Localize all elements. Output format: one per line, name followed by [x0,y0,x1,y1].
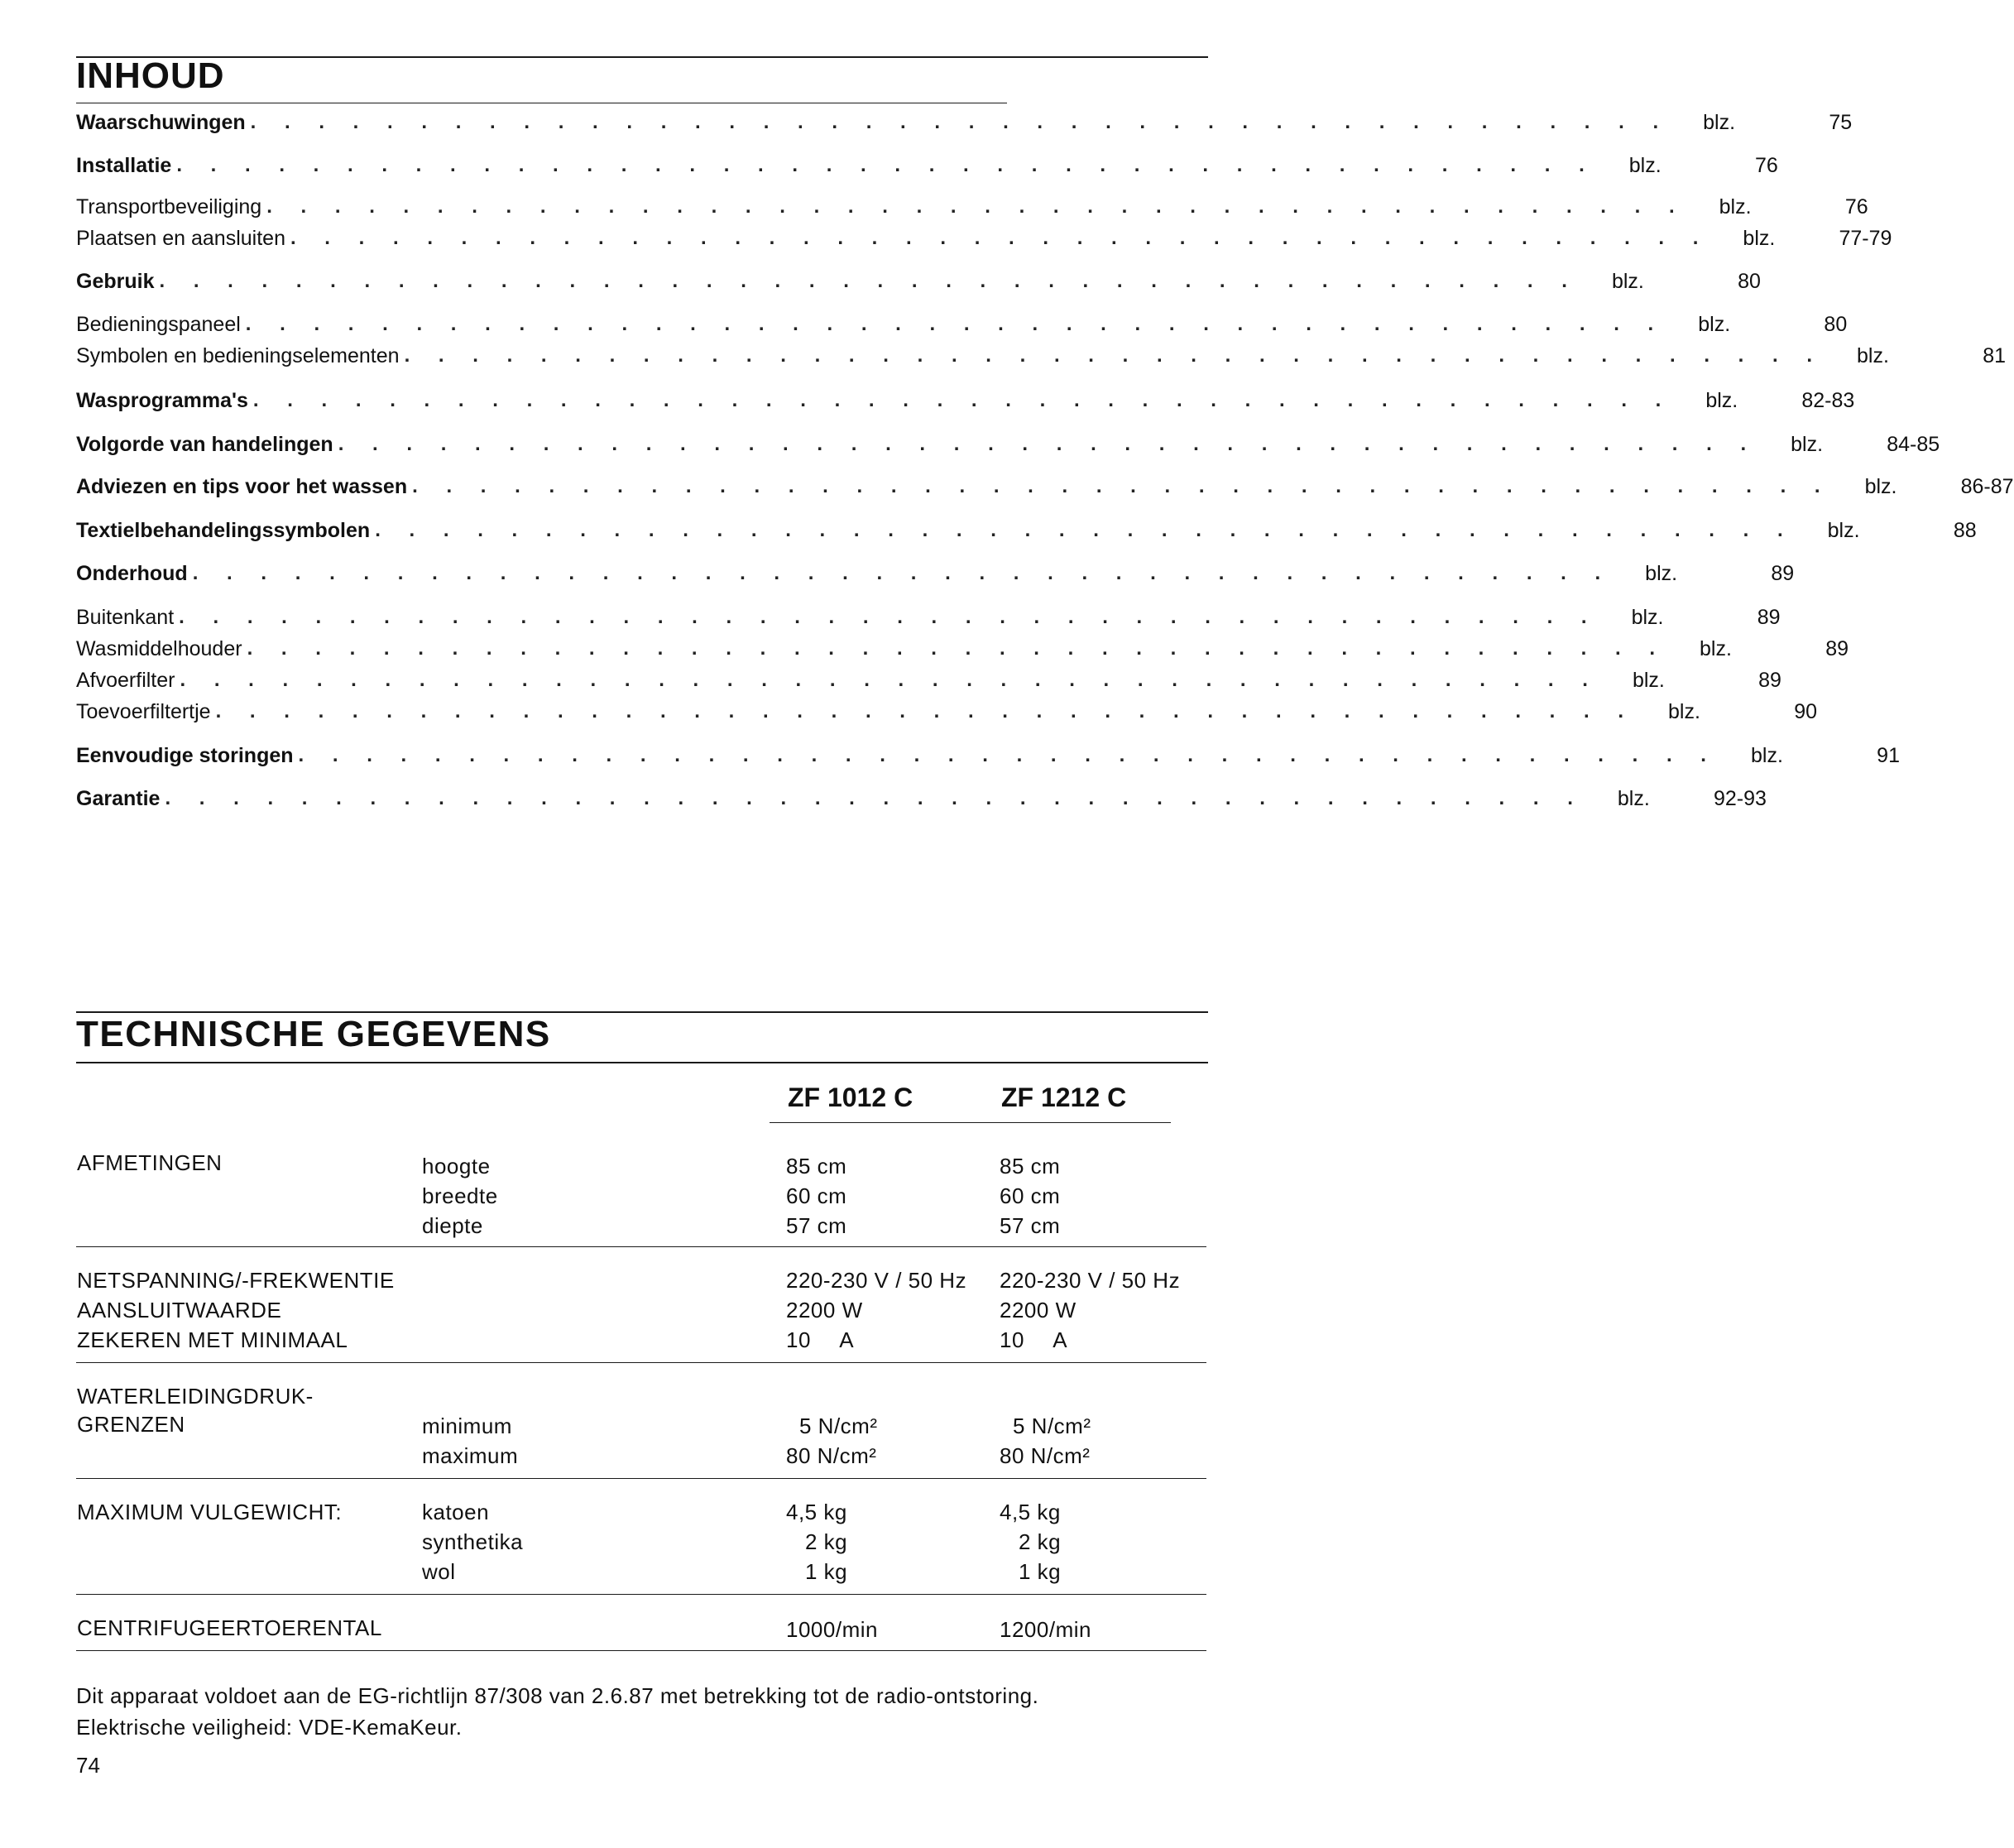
maximum-m2: 80 N/cm² [1000,1443,1091,1468]
toc-dot-leader: . . . . . . . . . . . . . . . . . . . . . . . . . . . . . . . . . . . . . . . . . . [404,344,1825,367]
toc-blz-label: blz. [1703,110,1736,134]
toc-page-number: 80 [1824,312,1848,336]
section-divider [76,1594,1206,1595]
toc-page-number: 80 [1738,269,1761,293]
breedte-m1: 60 cm [786,1183,847,1208]
toc-blz-label: blz. [1791,432,1824,456]
toc-page-number: 89 [1771,561,1795,585]
toc-entry-label: Adviezen en tips voor het wassen [76,474,408,498]
toc-entry [76,602,1781,632]
wol-m2: 1 kg [1019,1559,1062,1584]
toc-page-number: 75 [1829,110,1853,134]
model-header-rule [770,1122,1171,1123]
toc-blz-label: blz. [1750,743,1783,767]
toc-dot-leader: . . . . . . . . . . . . . . . . . . . . . . . . . . . . . . . . . . . . . . . . . . [290,227,1710,249]
toc-entry-label: Buitenkant [76,605,175,629]
waterdruk-label-1: WATERLEIDINGDRUK- [77,1384,314,1409]
toc-entry [76,741,1900,770]
toc-page-number: 84-85 [1887,432,1940,456]
toc-entry-label: Garantie [76,786,161,810]
toc-blz-label: blz. [1705,388,1738,412]
toc-entry [76,223,1892,253]
katoen-m2: 4,5 kg [1000,1500,1061,1524]
toc-entry [76,341,2007,371]
toc-dot-leader: . . . . . . . . . . . . . . . . . . . . . . . . . . . . . . . . . . . . . . . . . . [192,562,1613,584]
toc-dot-leader: . . . . . . . . . . . . . . . . . . . . . . . . . . . . . . . . . . . . . . . . . . [375,519,1795,541]
aansluitwaarde-m1: 2200 W [786,1298,863,1322]
toc-entry-label: Plaatsen en aansluiten [76,226,285,250]
section-divider [76,1246,1206,1247]
toc-entry-label: Gebruik [76,269,155,293]
wol-label: wol [422,1559,456,1584]
minimum-m1: 5 N/cm² [799,1414,878,1438]
vulgewicht-label: MAXIMUM VULGEWICHT: [77,1500,343,1524]
toc-dot-leader: . . . . . . . . . . . . . . . . . . . . . . . . . . . . . . . . . . . . . . . . . . [412,475,1832,497]
toc-page-number: 81 [1983,343,2007,367]
toc-entry [76,665,1781,695]
centrifuge-label: CENTRIFUGEERTOERENTAL [77,1615,382,1640]
toc-dot-leader: . . . . . . . . . . . . . . . . . . . . . . . . . . . . . . . . . . . . . . . . . . [298,744,1718,766]
toc-entry-label: Volgorde van handelingen [76,432,333,456]
toc-blz-label: blz. [1719,194,1752,218]
tech-top-rule [76,1011,1208,1013]
synthetika-m1: 2 kg [805,1529,848,1554]
toc-entry-label: Installatie [76,153,172,177]
katoen-label: katoen [422,1500,490,1524]
tech-title: TECHNISCHE GEGEVENS [76,1014,551,1054]
toc-blz-label: blz. [1645,561,1678,585]
diepte-m2: 57 cm [1000,1213,1061,1238]
toc-blz-label: blz. [1617,786,1650,810]
wol-m1: 1 kg [805,1559,848,1584]
synthetika-label: synthetika [422,1529,524,1554]
toc-entry-label: Afvoerfilter [76,668,175,692]
hoogte-label: hoogte [422,1154,491,1178]
toc-entry-label: Onderhoud [76,561,188,585]
toc-page-number: 89 [1825,636,1849,660]
toc-entry [76,266,1761,296]
toc-blz-label: blz. [1611,269,1644,293]
aansluitwaarde-label: AANSLUITWAARDE [77,1298,282,1322]
toc-dot-leader: . . . . . . . . . . . . . . . . . . . . . . . . . . . . . . . . . . . . . . . . . . [252,389,1673,411]
toc-entry-label: Eenvoudige storingen [76,743,294,767]
toc-entry [76,784,1767,814]
toc-entry-label: Toevoerfiltertje [76,699,211,723]
toc-page-number: 89 [1757,605,1781,629]
toc-page-number: 82-83 [1801,388,1855,412]
toc-entry [76,430,1940,459]
maximum-label: maximum [422,1443,519,1468]
toc-blz-label: blz. [1668,699,1700,723]
aansluitwaarde-m2: 2200 W [1000,1298,1077,1322]
toc-dot-leader: . . . . . . . . . . . . . . . . . . . . . . . . . . . . . . . . . . . . . . . . . . [266,195,1686,218]
netspanning-label: NETSPANNING/-FREKWENTIE [77,1268,395,1293]
toc-dot-leader: . . . . . . . . . . . . . . . . . . . . . . . . . . . . . . . . . . . . . . . . . . [215,700,1636,722]
toc-page-number: 89 [1758,668,1781,692]
toc-entry [76,634,1849,664]
toc-dot-leader: . . . . . . . . . . . . . . . . . . . . . . . . . . . . . . . . . . . . . . . . . . [159,270,1579,292]
inhoud-title: INHOUD [76,55,225,96]
toc-blz-label: blz. [1864,474,1897,498]
toc-blz-label: blz. [1631,605,1664,629]
toc-blz-label: blz. [1743,226,1776,250]
toc-blz-label: blz. [1628,153,1662,177]
toc-entry [76,386,1855,415]
zekeren-label: ZEKEREN MET MINIMAAL [77,1327,348,1352]
toc-page-number: 90 [1794,699,1818,723]
toc-entry-label: Symbolen en bedieningselementen [76,343,400,367]
toc-page-number: 76 [1844,194,1868,218]
toc-page-number: 92-93 [1713,786,1767,810]
centrifuge-m1: 1000/min [786,1617,878,1642]
toc-entry-label: Wasmiddelhouder [76,636,242,660]
model-2-header: ZF 1212 C [1001,1082,1127,1112]
centrifuge-m2: 1200/min [1000,1617,1091,1642]
synthetika-m2: 2 kg [1019,1529,1062,1554]
toc-entry-label: Bedieningspaneel [76,312,241,336]
toc-entry-label: Transportbeveiliging [76,194,262,218]
toc-entry-label: Wasprogramma's [76,388,248,412]
netspanning-m1: 220-230 V / 50 Hz [786,1268,967,1293]
toc-blz-label: blz. [1857,343,1889,367]
toc-entry-label: Textielbehandelingssymbolen [76,518,371,542]
toc-entry [76,472,2014,502]
toc-entry [76,151,1778,180]
footer-line-1: Dit apparaat voldoet aan de EG-richtlijn 87/308 van 2.6.87 met betrekking tot de radio-ontstoring. [76,1683,1039,1708]
toc-entry [76,516,1977,545]
toc-page-number: 91 [1877,743,1900,767]
toc-entry [76,697,1818,727]
toc-entry [76,192,1868,222]
minimum-label: minimum [422,1414,512,1438]
toc-page-number: 86-87 [1960,474,2014,498]
toc-page-number: 76 [1754,153,1778,177]
toc-entry [76,108,1853,137]
toc-blz-label: blz. [1827,518,1860,542]
toc-dot-leader: . . . . . . . . . . . . . . . . . . . . . . . . . . . . . . . . . . . . . . . . . . [245,313,1666,335]
toc-entry [76,310,1848,339]
toc-entry [76,559,1795,588]
toc-blz-label: blz. [1698,312,1731,336]
toc-dot-leader: . . . . . . . . . . . . . . . . . . . . . . . . . . . . . . . . . . . . . . . . . . [247,637,1667,660]
toc-dot-leader: . . . . . . . . . . . . . . . . . . . . . . . . . . . . . . . . . . . . . . . . . . [165,787,1585,809]
toc-dot-leader: . . . . . . . . . . . . . . . . . . . . . . . . . . . . . . . . . . . . . . . . . . [338,433,1758,455]
section-divider [76,1478,1206,1479]
toc-dot-leader: . . . . . . . . . . . . . . . . . . . . . . . . . . . . . . . . . . . . . . . . . . [250,111,1671,133]
zekeren-m1: 10 A [786,1327,855,1352]
breedte-m2: 60 cm [1000,1183,1061,1208]
hoogte-m2: 85 cm [1000,1154,1061,1178]
diepte-m1: 57 cm [786,1213,847,1238]
netspanning-m2: 220-230 V / 50 Hz [1000,1268,1181,1293]
footer-line-2: Elektrische veiligheid: VDE-KemaKeur. [76,1715,463,1740]
breedte-label: breedte [422,1183,498,1208]
page-number: 74 [76,1753,100,1778]
toc-blz-label: blz. [1632,668,1665,692]
waterdruk-label-2: GRENZEN [77,1412,185,1437]
toc-dot-leader: . . . . . . . . . . . . . . . . . . . . . . . . . . . . . . . . . . . . . . . . . . [176,154,1596,176]
afmetingen-label: AFMETINGEN [77,1150,223,1175]
maximum-m1: 80 N/cm² [786,1443,877,1468]
tech-title-rule [76,1062,1208,1063]
katoen-m1: 4,5 kg [786,1500,847,1524]
inhoud-top-rule [76,56,1208,58]
hoogte-m1: 85 cm [786,1154,847,1178]
model-1-header: ZF 1012 C [788,1082,913,1112]
minimum-m2: 5 N/cm² [1013,1414,1091,1438]
toc-dot-leader: . . . . . . . . . . . . . . . . . . . . . . . . . . . . . . . . . . . . . . . . . . [179,606,1599,628]
diepte-label: diepte [422,1213,483,1238]
toc-dot-leader: . . . . . . . . . . . . . . . . . . . . . . . . . . . . . . . . . . . . . . . . . . [180,669,1599,691]
section-divider [76,1650,1206,1651]
zekeren-m2: 10 A [1000,1327,1068,1352]
section-divider [76,1362,1206,1363]
toc-page-number: 88 [1953,518,1977,542]
toc-blz-label: blz. [1700,636,1732,660]
toc-entry-label: Waarschuwingen [76,110,246,134]
toc-page-number: 77-79 [1839,226,1892,250]
